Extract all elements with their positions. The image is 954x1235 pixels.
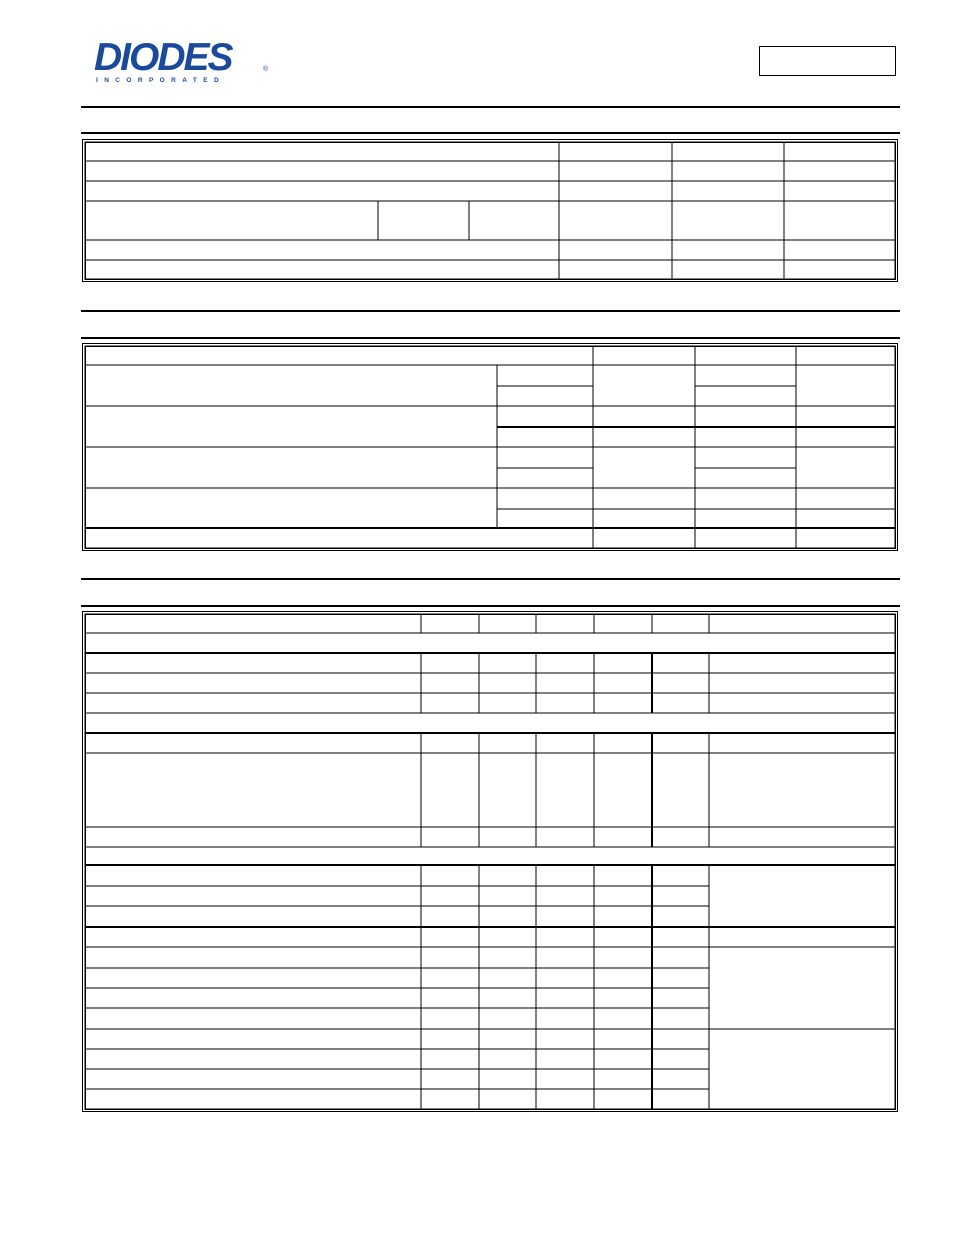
- section-3-title-rule-bottom: [81, 605, 900, 607]
- electrical-characteristics-table: [82, 611, 898, 1112]
- section-1-title-rule-top: [81, 106, 900, 108]
- diodes-logo: [94, 36, 268, 84]
- logo-wordmark: DIODES: [94, 36, 232, 79]
- section-2-title-rule-bottom: [81, 337, 900, 339]
- section-1-title-rule-bottom: [81, 132, 900, 134]
- thermal-characteristics-table: [82, 343, 898, 551]
- section-2-title-rule-top: [81, 310, 900, 312]
- maximum-ratings-table: [82, 139, 898, 282]
- registered-mark: ®: [262, 66, 268, 73]
- table-3-grid: [85, 614, 895, 1109]
- part-number-box: [759, 46, 896, 76]
- logo-tagline: INCORPORATED: [96, 77, 226, 84]
- table-2-grid: [85, 346, 895, 548]
- section-3-title-rule-top: [81, 578, 900, 580]
- table-1-grid: [85, 142, 895, 279]
